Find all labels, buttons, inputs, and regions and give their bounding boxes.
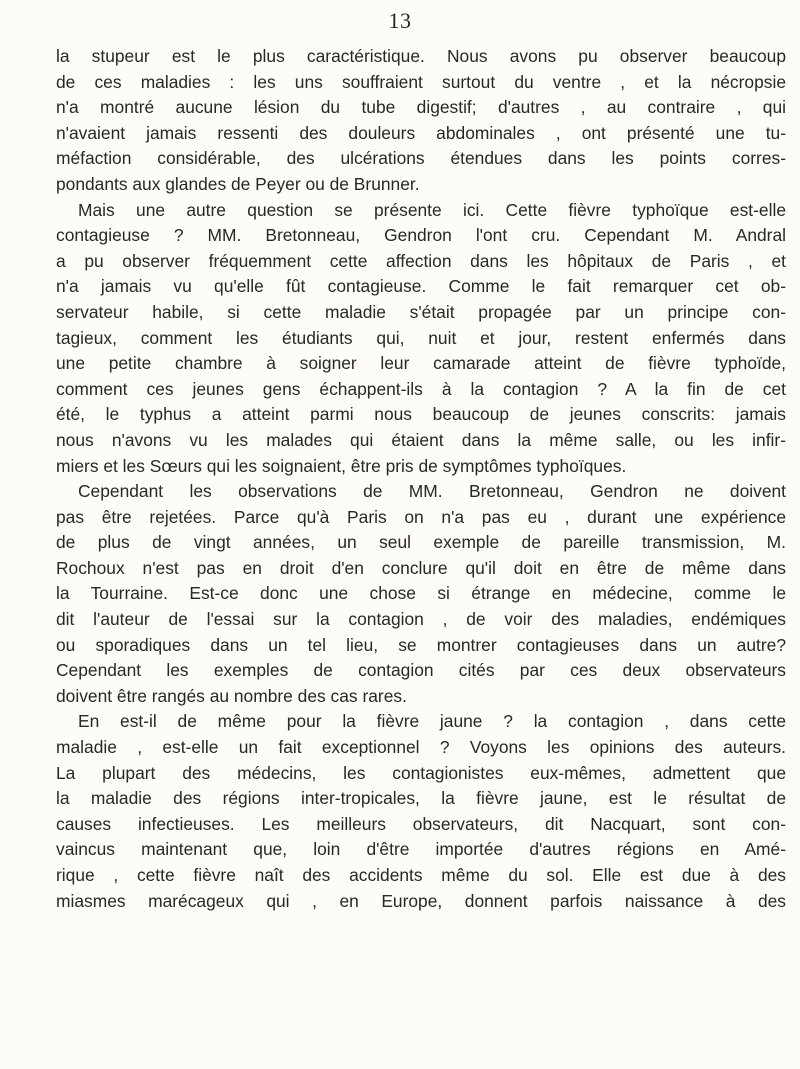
paragraph xyxy=(56,198,786,480)
page-number: 13 xyxy=(388,8,412,33)
text-line: de ces maladies : les uns souffraient surtout du ventre , et la nécropsie xyxy=(56,71,786,92)
text-line: n'avaient jamais ressenti des douleurs abdominales , ont présenté une tu- xyxy=(56,122,786,143)
text-line: maladie , est-elle un fait exceptionnel ? Voyons les opinions des auteurs. xyxy=(56,737,786,758)
text-line: de plus de vingt années, un seul exemple de pareille transmission, M. xyxy=(56,532,786,553)
text-line: La plupart des médecins, les contagionistes eux-mêmes, admettent que xyxy=(56,762,786,783)
text-line: doivent être rangés au nombre des cas rares. xyxy=(56,685,407,706)
text-line: la Tourraine. Est-ce donc une chose si étrange en médecine, comme le xyxy=(56,583,786,604)
paragraph xyxy=(56,479,786,709)
text-line: pondants aux glandes de Peyer ou de Brunner. xyxy=(56,173,420,194)
text-line: dit l'auteur de l'essai sur la contagion , de voir des maladies, endémiques xyxy=(56,609,786,630)
text-line: Mais une autre question se présente ici. Cette fièvre typhoïque est-elle xyxy=(78,199,786,220)
text-line: la maladie des régions inter-tropicales, la fièvre jaune, est le résultat de xyxy=(56,788,786,809)
text-line: miasmes marécageux qui , en Europe, donnent parfois naissance à des xyxy=(56,890,786,911)
text-line: miers et les Sœurs qui les soignaient, être pris de symptômes typhoïques. xyxy=(56,455,627,476)
paragraph xyxy=(56,709,786,914)
text-line: pas être rejetées. Parce qu'à Paris on n'a pas eu , durant une expérience xyxy=(56,506,786,527)
text-line: Cependant les observations de MM. Bretonneau, Gendron ne doivent xyxy=(78,481,786,502)
text-line: servateur habile, si cette maladie s'était propagée par un principe con- xyxy=(56,301,786,322)
text-line: a pu observer fréquemment cette affection dans les hôpitaux de Paris , et xyxy=(56,250,786,271)
text-line: vaincus maintenant que, loin d'être importée d'autres régions en Amé- xyxy=(56,839,786,860)
paragraph xyxy=(56,44,786,198)
text-line: Rochoux n'est pas en droit d'en conclure qu'il doit en être de même dans xyxy=(56,557,786,578)
text-line: rique , cette fièvre naît des accidents même du sol. Elle est due à des xyxy=(56,865,786,885)
text-line: causes infectieuses. Les meilleurs observateurs, dit Nacquart, sont con- xyxy=(56,813,786,834)
text-line: contagieuse ? MM. Bretonneau, Gendron l'ont cru. Cependant M. Andral xyxy=(56,225,786,246)
text-line: En est-il de même pour la fièvre jaune ? la contagion , dans cette xyxy=(78,711,786,732)
text-line: été, le typhus a atteint parmi nous beaucoup de jeunes conscrits: jamais xyxy=(56,404,786,425)
text-line: ou sporadiques dans un tel lieu, se montrer contagieuses dans un autre? xyxy=(56,634,786,655)
text-line: méfaction considérable, des ulcérations étendues dans les points corres- xyxy=(56,148,786,169)
text-line: nous n'avons vu les malades qui étaient dans la même salle, ou les infir- xyxy=(56,429,786,450)
body-text xyxy=(56,44,786,914)
text-line: tagieux, comment les étudiants qui, nuit et jour, restent enfermés dans xyxy=(56,327,786,348)
text-line: n'a montré aucune lésion du tube digestif; d'autres , au contraire , qui xyxy=(56,97,786,118)
text-line: n'a jamais vu qu'elle fût contagieuse. Comme le fait remarquer cet ob- xyxy=(56,276,786,297)
text-line: la stupeur est le plus caractéristique. Nous avons pu observer beaucoup xyxy=(56,46,786,66)
text-line: comment ces jeunes gens échappent-ils à la contagion ? A la fin de cet xyxy=(56,378,786,399)
text-line: une petite chambre à soigner leur camarade atteint de fièvre typhoïde, xyxy=(56,353,786,374)
text-line: Cependant les exemples de contagion cités par ces deux observateurs xyxy=(56,660,786,681)
